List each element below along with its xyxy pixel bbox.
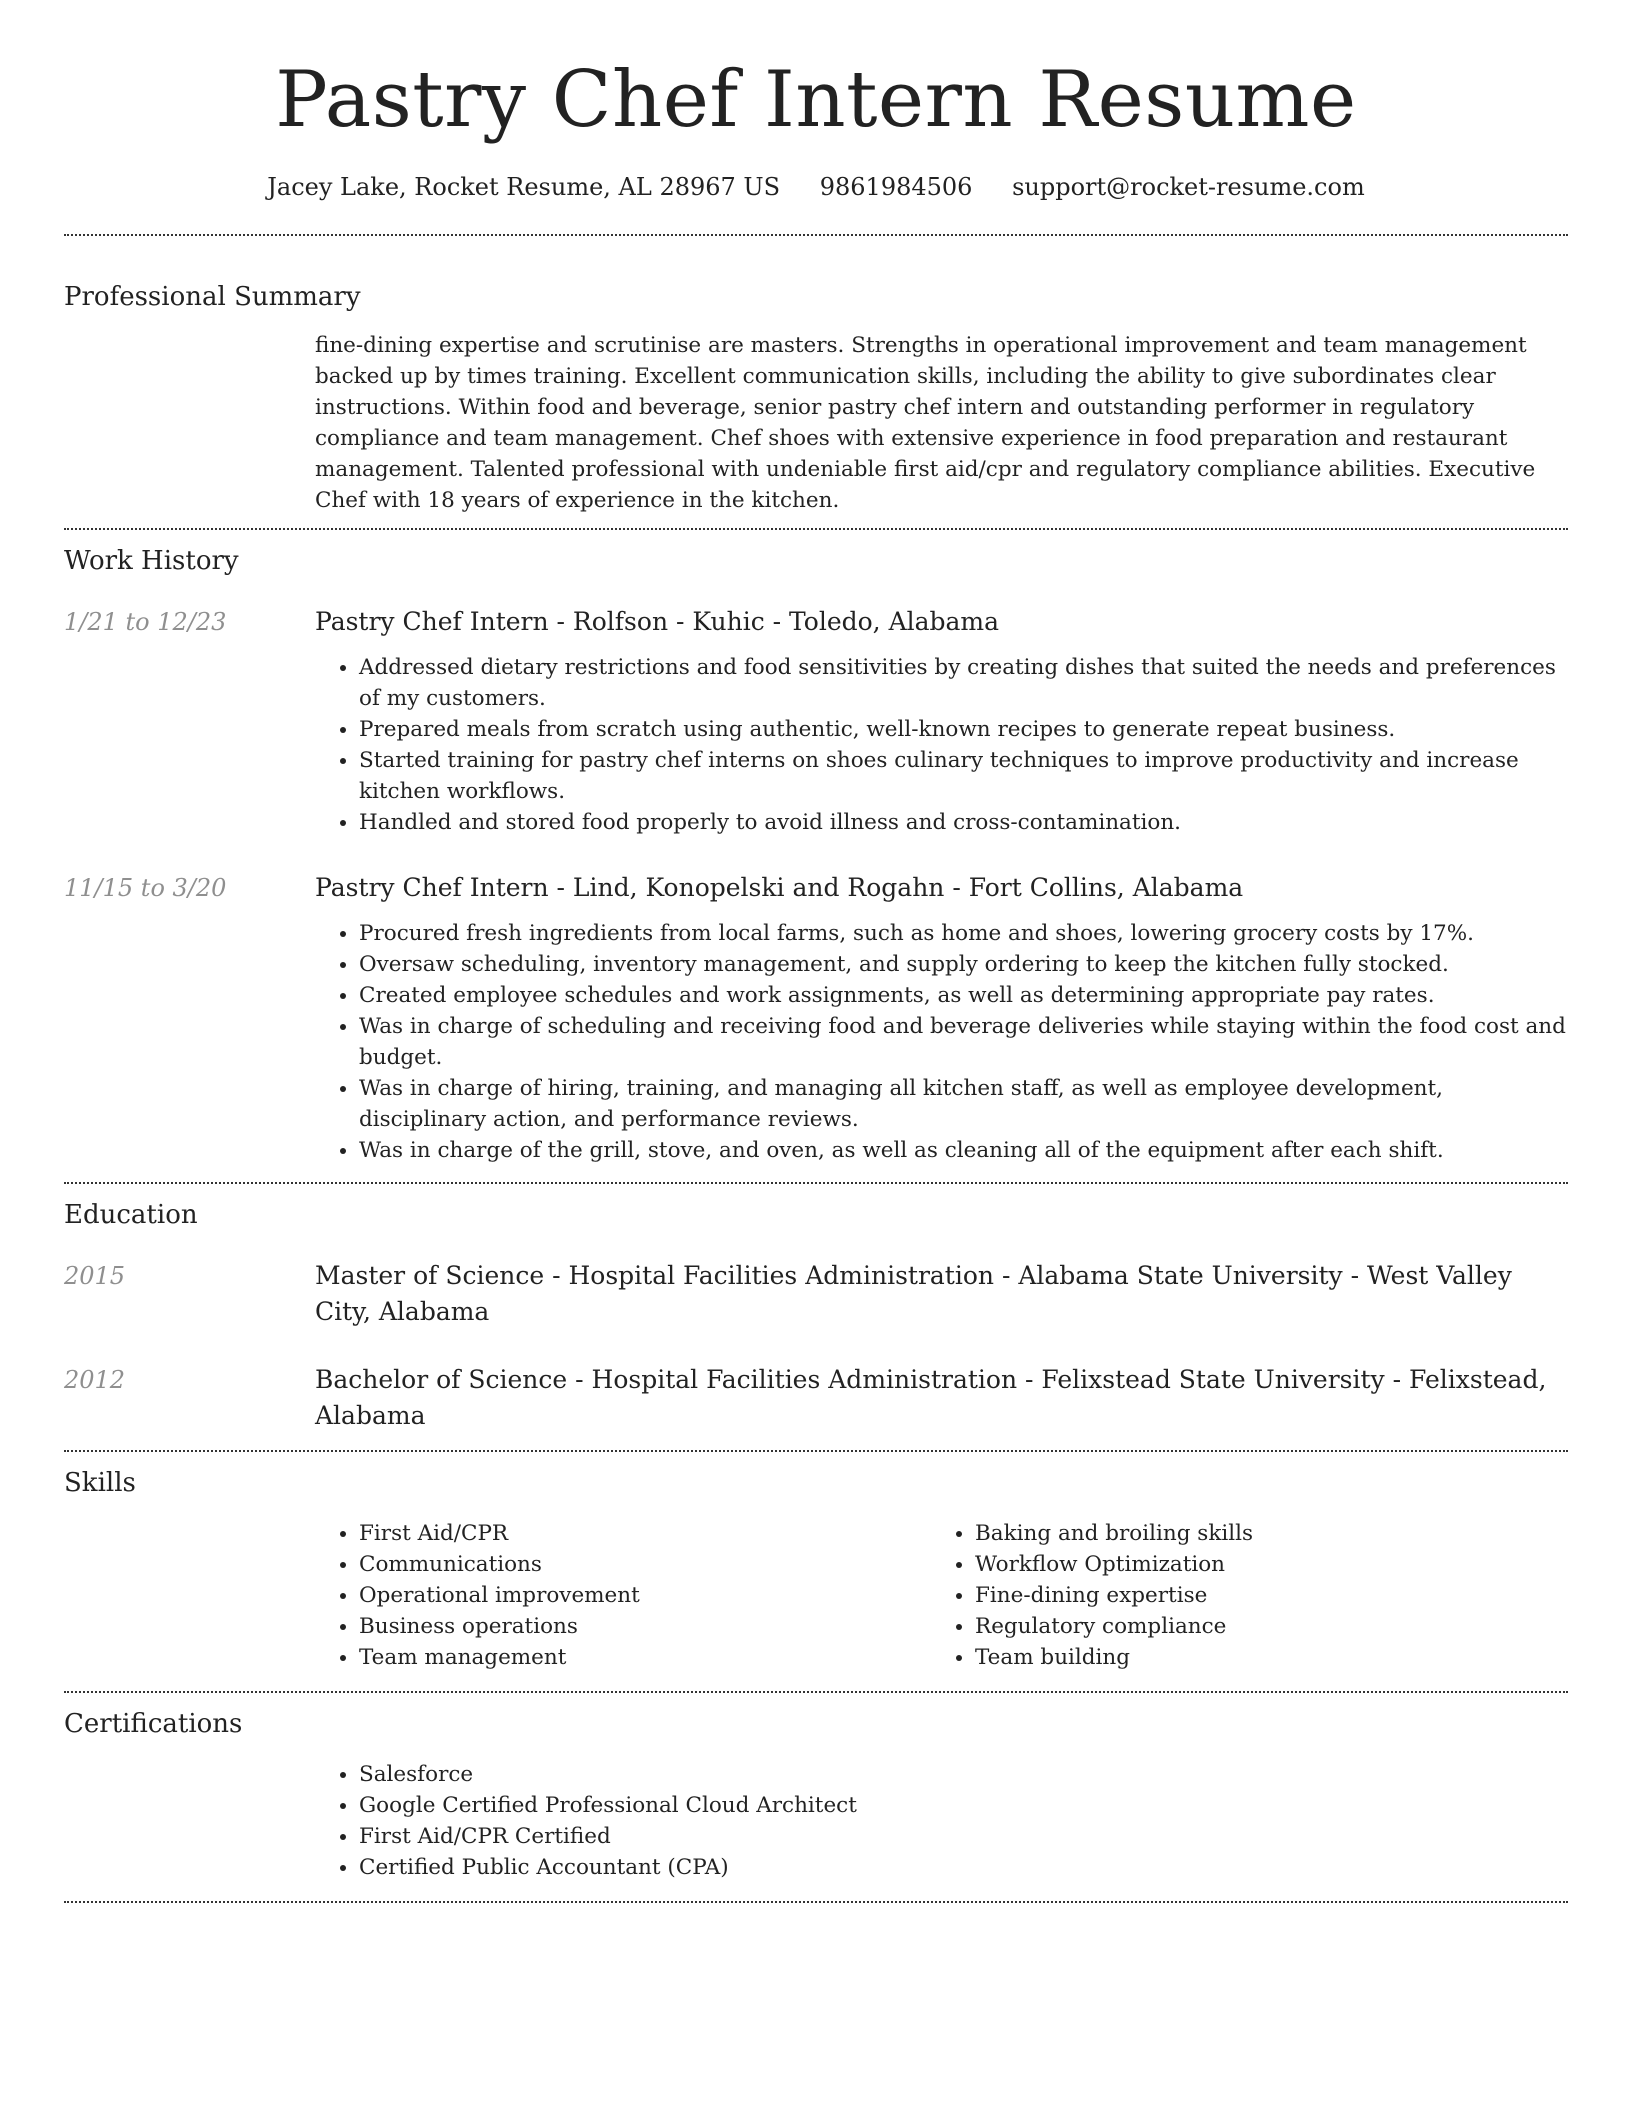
- list-item: • Created employee schedules and work assignments, as well as determining appropriate pay rates.: [359, 980, 1568, 1011]
- summary-text: fine-dining expertise and scrutinise are masters. Strengths in operational improvement and team management backed up by times training. Excellent communication skills, including the ability to give subordinates clear instructions. Within food and beverage, senior pastry chef intern and outstanding performer in regulatory compliance and team management. Chef shoes with extensive experience in food preparation and restaurant management. Talented professional with undeniable first aid/cpr and regulatory compliance abilities. Executive Chef with 18 years of experience in the kitchen.: [315, 333, 1536, 513]
- divider: [64, 1901, 1568, 1903]
- certifications-list: [315, 1759, 1568, 1883]
- list-item: • Prepared meals from scratch using authentic, well-known recipes to generate repeat business.: [359, 714, 1568, 745]
- list-item: • Addressed dietary restrictions and food sensitivities by creating dishes that suited the needs and preferences of my customers.: [359, 652, 1568, 714]
- education-section: [64, 1184, 1568, 1450]
- education-degree: Bachelor of Science - Hospital Facilities Administration: [315, 1365, 1018, 1394]
- list-item: • Was in charge of scheduling and receiving food and beverage deliveries while staying within the food cost and budget.: [359, 1011, 1568, 1073]
- job-body: [315, 870, 1568, 1166]
- job-entry: [64, 870, 1568, 1166]
- job-title: Pastry Chef Intern - Lind, Konopelski and Rogahn - Fort Collins, Alabama: [315, 873, 1244, 902]
- list-item: • Oversaw scheduling, inventory management, and supply ordering to keep the kitchen fully stocked.: [359, 949, 1568, 980]
- job-entry: [64, 604, 1568, 838]
- contact-phone: 9861984506: [819, 173, 973, 201]
- list-item: • Was in charge of the grill, stove, and oven, as well as cleaning all of the equipment after each shift.: [359, 1135, 1568, 1166]
- contact-address: Jacey Lake, Rocket Resume, AL 28967 US: [267, 173, 781, 201]
- job-dates: 1/21 to 12/23: [64, 608, 227, 636]
- list-item: • Started training for pastry chef interns on shoes culinary techniques to improve productivity and increase kitchen workflows.: [359, 745, 1568, 807]
- list-item: • Communications: [359, 1549, 931, 1580]
- list-item: • Fine-dining expertise: [975, 1580, 1547, 1611]
- certifications-list-wrap: [315, 1759, 1568, 1883]
- certifications-heading: Certifications: [64, 1709, 243, 1739]
- summary-heading: Professional Summary: [64, 282, 361, 312]
- contact-email: support@rocket-resume.com: [1012, 173, 1365, 201]
- skills-section: [64, 1452, 1568, 1691]
- list-item: • Was in charge of hiring, training, and managing all kitchen staff, as well as employee development, disciplinary action, and performance reviews.: [359, 1073, 1568, 1135]
- job-body: [315, 604, 1568, 838]
- page-title: Pastry Chef Intern Resume: [275, 55, 1357, 145]
- job-bullets: [315, 918, 1568, 1166]
- work-history-heading: Work History: [64, 546, 239, 576]
- list-item: • Google Certified Professional Cloud Architect: [359, 1790, 1568, 1821]
- education-year: 2015: [64, 1262, 126, 1290]
- contact-line: [64, 170, 1568, 204]
- work-history-section: [64, 530, 1568, 1182]
- list-item: • Procured fresh ingredients from local farms, such as home and shoes, lowering grocery costs by 17%.: [359, 918, 1568, 949]
- education-school: - Alabama State University - West Valley City, Alabama: [315, 1261, 1512, 1326]
- education-body: [315, 1362, 1568, 1434]
- list-item: • Workflow Optimization: [975, 1549, 1547, 1580]
- divider: [64, 234, 1568, 236]
- education-heading: Education: [64, 1200, 198, 1230]
- list-item: • First Aid/CPR Certified: [359, 1821, 1568, 1852]
- job-title: Pastry Chef Intern - Rolfson - Kuhic - Toledo, Alabama: [315, 607, 1000, 636]
- list-item: • Operational improvement: [359, 1580, 931, 1611]
- job-bullets: [315, 652, 1568, 838]
- education-body: [315, 1258, 1568, 1330]
- education-entry: [64, 1258, 1568, 1330]
- list-item: • Certified Public Accountant (CPA): [359, 1852, 1568, 1883]
- education-entry: [64, 1362, 1568, 1434]
- skills-column-1: [315, 1518, 931, 1673]
- summary-section: [64, 280, 1568, 516]
- list-item: • First Aid/CPR: [359, 1518, 931, 1549]
- list-item: • Handled and stored food properly to avoid illness and cross-contamination.: [359, 807, 1568, 838]
- education-school: - Felixstead State University - Felixstead, Alabama: [315, 1365, 1547, 1430]
- list-item: • Salesforce: [359, 1759, 1568, 1790]
- certifications-section: [64, 1693, 1568, 1901]
- list-item: • Regulatory compliance: [975, 1611, 1547, 1642]
- list-item: • Business operations: [359, 1611, 931, 1642]
- job-dates: 11/15 to 3/20: [64, 874, 227, 902]
- skills-grid: [315, 1518, 1568, 1673]
- education-year: 2012: [64, 1366, 126, 1394]
- skills-heading: Skills: [64, 1468, 136, 1498]
- resume-page: [64, 0, 1568, 1903]
- list-item: • Team building: [975, 1642, 1547, 1673]
- list-item: • Team management: [359, 1642, 931, 1673]
- list-item: • Baking and broiling skills: [975, 1518, 1547, 1549]
- skills-column-2: [931, 1518, 1547, 1673]
- education-degree: Master of Science - Hospital Facilities Administration: [315, 1261, 994, 1290]
